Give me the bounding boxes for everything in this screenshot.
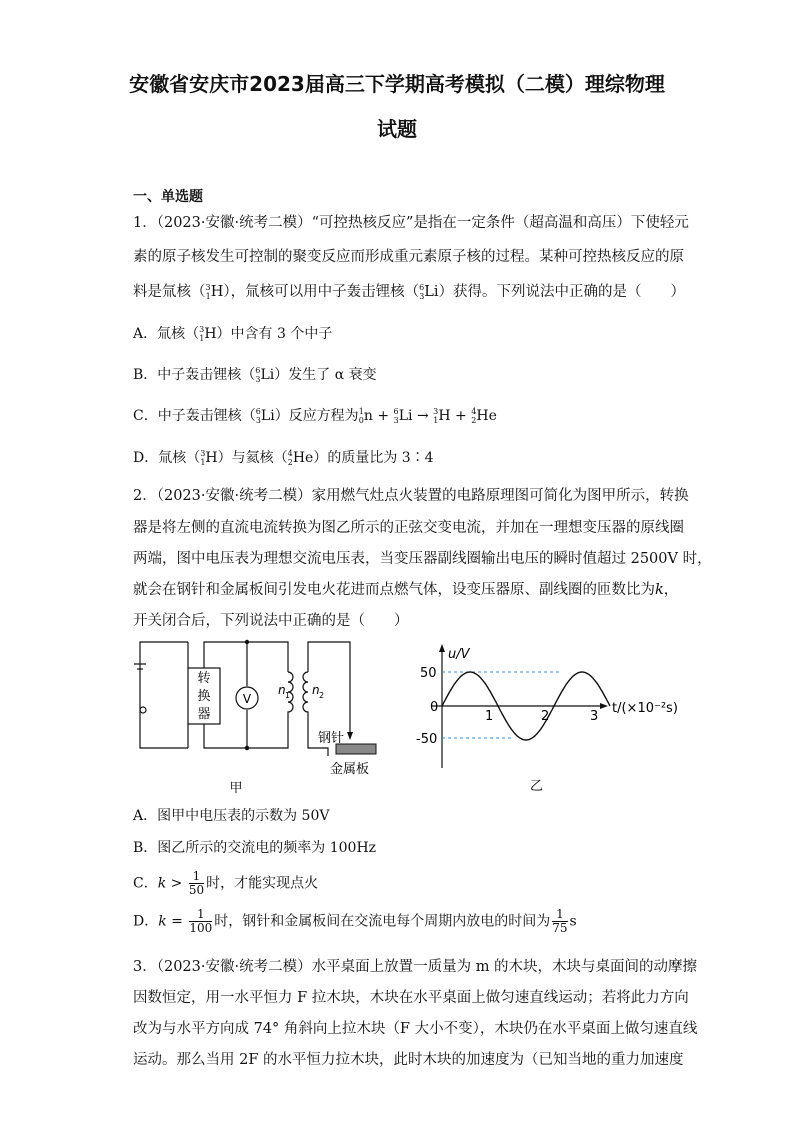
- plate-label: 金属板: [330, 762, 370, 777]
- q1-option-c[interactable]: C．中子轰击锂核（$^6_3$Li）反应方程为$^1_0$n + $^6_3$Li → $^3_1$H + $^4_2$He: [133, 407, 497, 425]
- q3-stem-line1: 3．（2023·安徽·统考二模）水平桌面上放置一质量为 m 的木块，木块与桌面间的动摩擦: [133, 959, 698, 975]
- q1-stem-line2: 素的原子核发生可控制的聚变反应而形成重元素原子核的过程。某种可控热核反应的原: [133, 249, 684, 265]
- q3-stem-line2: 因数恒定，用一水平恒力 F 拉木块，木块在水平桌面上做匀速直线运动；若将此力方向: [133, 990, 689, 1006]
- tritium-symbol: $^3_1$H: [205, 283, 224, 301]
- q2-option-c[interactable]: C．k > $\frac{1}{50}$ 时，才能实现点火: [133, 869, 319, 897]
- y-tick-0: 0: [430, 700, 439, 715]
- lithium-symbol: $^6_3$Li: [419, 283, 439, 301]
- q1-option-a[interactable]: A．氚核（$^3_1$H）中含有 3 个中子: [133, 325, 333, 343]
- q2-stem-line1: 2．（2023·安徽·统考二模）家用燃气灶点火装置的电路原理图可简化为图甲所示，转换: [133, 488, 689, 504]
- q2-option-a[interactable]: A．图甲中电压表的示数为 50V: [133, 808, 330, 824]
- circuit-diagram: [128, 636, 390, 796]
- voltage-graph: [412, 640, 687, 800]
- y-tick-neg50: -50: [416, 732, 438, 747]
- figure-yi-caption: 乙: [530, 779, 544, 794]
- section-heading: 一、单选题: [133, 189, 203, 205]
- document-title: 安徽省安庆市2023届高三下学期高考模拟（二模）理综物理: [129, 72, 665, 96]
- y-axis-label: u/V: [448, 647, 470, 662]
- needle-label: 钢针: [318, 731, 345, 746]
- q2-stem-line5: 开关闭合后，下列说法中正确的是（ ）: [133, 613, 409, 629]
- q3-stem-line4: 运动。那么当用 2F 的水平恒力拉木块，此时木块的加速度为（已知当地的重力加速度: [133, 1052, 684, 1068]
- needle-tip: [347, 732, 353, 740]
- q2-option-d[interactable]: D．k = $\frac{1}{100}$ 时，钢针和金属板间在交流电每个周期内放电的时间为 $\frac{1}{75}$ s: [133, 907, 577, 935]
- x-tick-1: 1: [485, 709, 494, 724]
- n1-label: n: [278, 683, 286, 697]
- q2-stem-line4: 就会在钢针和金属板间引发电火花进而点燃气体，设变压器原、副线圈的匝数比为k，: [133, 582, 679, 598]
- figure-jia-caption: 甲: [229, 781, 243, 796]
- y-tick-50: 50: [420, 666, 437, 681]
- q1-option-d[interactable]: D．氚核（$^3_1$H）与氦核（$^4_2$He）的质量比为 3∶4: [133, 449, 434, 467]
- x-tick-3: 3: [590, 709, 599, 724]
- n1-subscript: 1: [285, 691, 291, 700]
- q1-stem-line3: 料是氚核（$^3_1$H），氚核可以用中子轰击锂核（$^6_3$Li）获得。下列说法中正确的是（ ）: [133, 283, 686, 301]
- document-title-line2: 试题: [377, 117, 417, 141]
- n2-subscript: 2: [319, 691, 325, 700]
- q1-option-b[interactable]: B．中子轰击锂核（$^6_3$Li）发生了 α 衰变: [133, 366, 377, 384]
- q3-stem-line3: 改为与水平方向成 74° 角斜向上拉木块（F 大小不变），木块仍在水平桌面上做匀速直线: [133, 1021, 698, 1037]
- secondary-coil: [303, 672, 308, 716]
- voltmeter-label: V: [242, 692, 252, 706]
- converter-label-2: 换: [197, 689, 211, 704]
- converter-label-3: 器: [197, 707, 211, 722]
- battery-loop-wire: [140, 642, 188, 748]
- q2-option-b[interactable]: B．图乙所示的交流电的频率为 100Hz: [133, 840, 377, 856]
- q2-stem-line3: 两端，图中电压表为理想交流电压表，当变压器副线圈输出电压的瞬时值超过 2500V 时，: [133, 551, 712, 567]
- q2-stem-line2: 器是将左侧的直流电流转换为图乙所示的正弦交变电流，并加在一理想变压器的原线圈: [133, 520, 684, 536]
- x-tick-2: 2: [541, 709, 550, 724]
- n2-label: n: [312, 683, 320, 697]
- converter-label-1: 转: [197, 671, 211, 686]
- switch-contact: [140, 707, 146, 713]
- q1-stem-line1: 1．（2023·安徽·统考二模）“可控热核反应”是指在一定条件（超高温和高压）下使轻元: [133, 215, 689, 231]
- x-axis-label: t/(×10⁻²s): [612, 701, 678, 716]
